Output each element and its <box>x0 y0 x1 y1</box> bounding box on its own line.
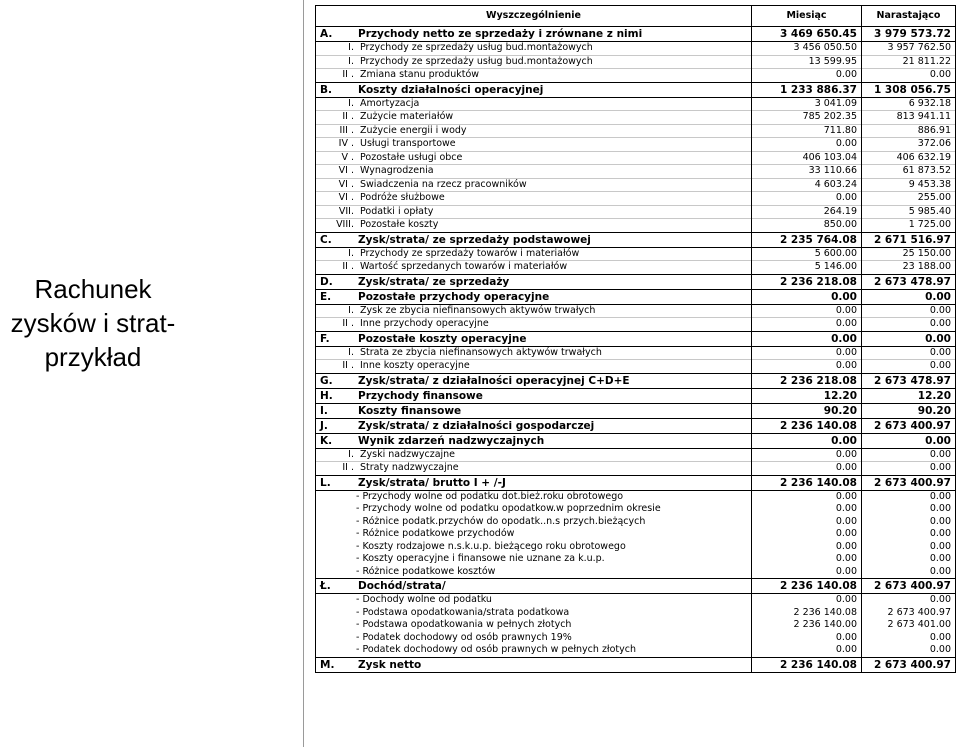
month-value: 0.00 <box>752 433 862 448</box>
cumulative-value: 9 453.38 <box>862 178 956 192</box>
cumulative-value: 0.00 <box>862 553 956 566</box>
row-label-cell <box>316 247 752 261</box>
row-label-cell <box>316 151 752 165</box>
table-row <box>316 42 956 56</box>
section-row <box>316 657 956 672</box>
table-row <box>316 165 956 179</box>
cumulative-value: 0.00 <box>862 644 956 657</box>
income-statement-table <box>315 5 956 673</box>
row-code: II . <box>342 261 354 273</box>
cumulative-value: 12.20 <box>862 388 956 403</box>
cumulative-value: 6 932.18 <box>862 97 956 111</box>
cumulative-value: 3 979 573.72 <box>862 27 956 42</box>
cumulative-value: 0.00 <box>862 566 956 579</box>
cumulative-value: 0.00 <box>862 331 956 346</box>
cumulative-value: 0.00 <box>862 632 956 645</box>
month-value: 0.00 <box>752 632 862 645</box>
row-label: Pozostałe usługi obce <box>360 151 463 163</box>
row-code: H. <box>320 389 333 402</box>
row-code: V . <box>341 151 354 163</box>
row-label-cell <box>316 111 752 125</box>
row-label: Zmiana stanu produktów <box>360 69 480 81</box>
row-label-cell <box>316 69 752 83</box>
row-label: Zysk netto <box>358 658 422 671</box>
table-row <box>316 318 956 332</box>
row-code: M. <box>320 658 335 671</box>
row-label: Zużycie energii i wody <box>360 124 467 136</box>
month-value: 0.00 <box>752 553 862 566</box>
row-code: A. <box>320 28 333 40</box>
month-value: 3 469 650.45 <box>752 27 862 42</box>
section-row <box>316 388 956 403</box>
row-label: Pozostałe przychody operacyjne <box>358 290 550 303</box>
row-label-cell <box>316 373 752 388</box>
row-label: Pozostałe koszty <box>360 219 439 231</box>
row-code: I. <box>348 448 354 460</box>
table-row <box>316 360 956 374</box>
row-label: Zysk/strata/ ze sprzedaży <box>358 275 510 288</box>
month-value: 33 110.66 <box>752 165 862 179</box>
table-row <box>316 55 956 69</box>
month-value: 2 236 140.08 <box>752 607 862 620</box>
row-label: Wynik zdarzeń nadzwyczajnych <box>358 434 545 447</box>
row-code: II . <box>342 318 354 330</box>
table-row <box>316 111 956 125</box>
row-code: I. <box>348 346 354 358</box>
cumulative-value: 813 941.11 <box>862 111 956 125</box>
cumulative-value: 2 673 400.97 <box>862 475 956 490</box>
row-label: Zyski nadzwyczajne <box>360 448 456 460</box>
row-label: Podróże służbowe <box>360 192 445 204</box>
row-label-cell <box>316 165 752 179</box>
row-label-cell <box>316 82 752 97</box>
row-label-cell <box>316 632 752 645</box>
month-value: 0.00 <box>752 462 862 476</box>
month-value: 850.00 <box>752 219 862 233</box>
row-label: Koszty finansowe <box>358 404 462 417</box>
table-row <box>316 205 956 219</box>
row-code: I. <box>320 404 328 417</box>
row-label-cell <box>316 607 752 620</box>
row-label: - Różnice podatkowe przychodów <box>356 528 515 540</box>
cumulative-value: 2 673 478.97 <box>862 274 956 289</box>
table-row <box>316 97 956 111</box>
cumulative-value: 0.00 <box>862 490 956 503</box>
table-row <box>316 541 956 554</box>
cumulative-value: 3 957 762.50 <box>862 42 956 56</box>
row-label: Inne przychody operacyjne <box>360 318 489 330</box>
table-row <box>316 448 956 462</box>
month-value: 4 603.24 <box>752 178 862 192</box>
row-label: - Koszty operacyjne i finansowe nie uznane za k.u.p. <box>356 553 605 565</box>
section-row <box>316 274 956 289</box>
row-label: Przychody ze sprzedaży usług bud.montażowych <box>360 42 593 54</box>
row-code: VI . <box>338 178 354 190</box>
row-label: Przychody finansowe <box>358 389 483 402</box>
table-row <box>316 346 956 360</box>
row-code: G. <box>320 374 333 387</box>
row-label-cell <box>316 346 752 360</box>
row-label-cell <box>316 232 752 247</box>
month-value: 90.20 <box>752 403 862 418</box>
month-value: 0.00 <box>752 448 862 462</box>
row-label-cell <box>316 490 752 503</box>
month-value: 3 456 050.50 <box>752 42 862 56</box>
cumulative-value: 21 811.22 <box>862 55 956 69</box>
row-label-cell <box>316 55 752 69</box>
month-value: 5 146.00 <box>752 261 862 275</box>
month-value: 0.00 <box>752 331 862 346</box>
cumulative-value: 372.06 <box>862 138 956 152</box>
row-code: IV . <box>338 138 354 150</box>
row-label: Przychody ze sprzedaży towarów i materiałów <box>360 247 580 259</box>
month-value: 13 599.95 <box>752 55 862 69</box>
row-label-cell <box>316 528 752 541</box>
month-value: 2 236 140.08 <box>752 475 862 490</box>
row-code: I. <box>348 247 354 259</box>
row-label: Straty nadzwyczajne <box>360 462 459 474</box>
cumulative-value: 23 188.00 <box>862 261 956 275</box>
month-value: 785 202.35 <box>752 111 862 125</box>
row-label: - Przychody wolne od podatku opodatkow.w poprzednim okresie <box>356 503 661 515</box>
section-row <box>316 475 956 490</box>
row-label-cell <box>316 644 752 657</box>
row-code: K. <box>320 434 333 447</box>
row-label-cell <box>316 403 752 418</box>
cumulative-value: 406 632.19 <box>862 151 956 165</box>
table-row <box>316 69 956 83</box>
header-cumulative: Narastająco <box>862 6 956 27</box>
row-label: Amortyzacja <box>360 97 420 109</box>
month-value: 0.00 <box>752 490 862 503</box>
row-label-cell <box>316 594 752 607</box>
month-value: 0.00 <box>752 541 862 554</box>
row-code: II . <box>342 360 354 372</box>
cumulative-value: 2 671 516.97 <box>862 232 956 247</box>
table-row <box>316 247 956 261</box>
month-value: 0.00 <box>752 346 862 360</box>
table-row <box>316 553 956 566</box>
cumulative-value: 0.00 <box>862 594 956 607</box>
table-row <box>316 151 956 165</box>
table-header-row <box>316 6 956 27</box>
row-label-cell <box>316 579 752 594</box>
cumulative-value: 2 673 401.00 <box>862 619 956 632</box>
row-label: Zysk/strata/ z działalności operacyjnej C+D+E <box>358 374 630 387</box>
section-row <box>316 403 956 418</box>
table-row <box>316 632 956 645</box>
row-label: - Różnice podatkowe kosztów <box>356 565 496 577</box>
row-label: Zysk/strata/ brutto I + /-J <box>358 476 506 489</box>
row-label-cell <box>316 619 752 632</box>
row-label: Podatki i opłaty <box>360 205 434 217</box>
month-value: 5 600.00 <box>752 247 862 261</box>
row-label: Wynagrodzenia <box>360 165 434 177</box>
table-row <box>316 304 956 318</box>
header-month: Miesiąc <box>752 6 862 27</box>
row-code: E. <box>320 290 332 303</box>
row-label-cell <box>316 360 752 374</box>
cumulative-value: 1 725.00 <box>862 219 956 233</box>
section-row <box>316 579 956 594</box>
row-label-cell <box>316 261 752 275</box>
row-label-cell <box>316 289 752 304</box>
row-label-cell <box>316 219 752 233</box>
cumulative-value: 1 308 056.75 <box>862 82 956 97</box>
month-value: 0.00 <box>752 516 862 529</box>
row-label-cell <box>316 205 752 219</box>
row-code: F. <box>320 332 330 345</box>
cumulative-value: 255.00 <box>862 192 956 206</box>
row-label: Koszty działalności operacyjnej <box>358 83 544 96</box>
month-value: 2 236 140.08 <box>752 657 862 672</box>
row-label-cell <box>316 541 752 554</box>
cumulative-value: 886.91 <box>862 124 956 138</box>
cumulative-value: 2 673 400.97 <box>862 579 956 594</box>
month-value: 2 236 140.08 <box>752 418 862 433</box>
row-label-cell <box>316 178 752 192</box>
cumulative-value: 2 673 400.97 <box>862 607 956 620</box>
row-label: Zużycie materiałów <box>360 111 454 123</box>
cumulative-value: 0.00 <box>862 304 956 318</box>
row-code: L. <box>320 476 331 489</box>
row-code: I. <box>348 55 354 67</box>
month-value: 406 103.04 <box>752 151 862 165</box>
section-row <box>316 433 956 448</box>
month-value: 711.80 <box>752 124 862 138</box>
row-label: - Różnice podatk.przychów do opodatk..n.s przych.bieżących <box>356 515 646 527</box>
month-value: 0.00 <box>752 644 862 657</box>
cumulative-value: 90.20 <box>862 403 956 418</box>
row-code: VII. <box>338 205 354 217</box>
row-label-cell <box>316 27 752 42</box>
row-code: III . <box>339 124 354 136</box>
row-label: Pozostałe koszty operacyjne <box>358 332 527 345</box>
row-code: II . <box>342 69 354 81</box>
cumulative-value: 0.00 <box>862 360 956 374</box>
month-value: 0.00 <box>752 138 862 152</box>
table-row <box>316 124 956 138</box>
cumulative-value: 0.00 <box>862 346 956 360</box>
row-label-cell <box>316 304 752 318</box>
row-label: Zysk/strata/ z działalności gospodarczej <box>358 419 595 432</box>
row-label: - Podatek dochodowy od osób prawnych 19% <box>356 631 572 643</box>
row-code: VI . <box>338 192 354 204</box>
row-label-cell <box>316 462 752 476</box>
table-row <box>316 462 956 476</box>
table-row <box>316 261 956 275</box>
row-label: Przychody ze sprzedaży usług bud.montażowych <box>360 55 593 67</box>
row-code: VI . <box>338 165 354 177</box>
table-row <box>316 219 956 233</box>
row-label: Dochód/strata/ <box>358 580 446 592</box>
month-value: 0.00 <box>752 318 862 332</box>
row-label-cell <box>316 318 752 332</box>
row-label: - Podstawa opodatkowania w pełnych złotych <box>356 619 572 631</box>
row-label: Strata ze zbycia niefinansowych aktywów trwałych <box>360 346 602 358</box>
row-label-cell <box>316 192 752 206</box>
cumulative-value: 0.00 <box>862 503 956 516</box>
month-value: 2 235 764.08 <box>752 232 862 247</box>
row-label-cell <box>316 138 752 152</box>
cumulative-value: 0.00 <box>862 448 956 462</box>
row-label: Wartość sprzedanych towarów i materiałów <box>360 261 568 273</box>
row-code: Ł. <box>320 580 331 592</box>
table-row <box>316 619 956 632</box>
month-value: 0.00 <box>752 566 862 579</box>
cumulative-value: 2 673 400.97 <box>862 418 956 433</box>
row-code: I. <box>348 97 354 109</box>
cumulative-value: 61 873.52 <box>862 165 956 179</box>
row-label-cell <box>316 553 752 566</box>
section-row <box>316 82 956 97</box>
month-value: 0.00 <box>752 69 862 83</box>
cumulative-value: 0.00 <box>862 528 956 541</box>
row-label-cell <box>316 274 752 289</box>
month-value: 0.00 <box>752 594 862 607</box>
month-value: 0.00 <box>752 289 862 304</box>
section-row <box>316 331 956 346</box>
table-row <box>316 192 956 206</box>
row-code: B. <box>320 83 332 96</box>
month-value: 2 236 218.08 <box>752 373 862 388</box>
row-label-cell <box>316 388 752 403</box>
row-code: I. <box>348 42 354 54</box>
section-row <box>316 373 956 388</box>
row-code: D. <box>320 275 333 288</box>
month-value: 0.00 <box>752 528 862 541</box>
row-label-cell <box>316 42 752 56</box>
cumulative-value: 0.00 <box>862 433 956 448</box>
slide-title-line-3: przykład <box>44 342 142 372</box>
row-label-cell <box>316 433 752 448</box>
row-label-cell <box>316 448 752 462</box>
row-code: J. <box>320 419 328 432</box>
month-value: 12.20 <box>752 388 862 403</box>
row-code: VIII. <box>336 219 354 231</box>
row-code: C. <box>320 233 332 246</box>
row-label: - Podstawa opodatkowania/strata podatkowa <box>356 606 570 618</box>
row-label: Zysk/strata/ ze sprzedaży podstawowej <box>358 233 591 246</box>
row-label: Inne koszty operacyjne <box>360 360 470 372</box>
header-description: Wyszczególnienie <box>316 6 752 27</box>
section-row <box>316 418 956 433</box>
cumulative-value: 0.00 <box>862 541 956 554</box>
month-value: 0.00 <box>752 360 862 374</box>
table-row <box>316 566 956 579</box>
month-value: 0.00 <box>752 503 862 516</box>
row-label-cell <box>316 331 752 346</box>
cumulative-value: 25 150.00 <box>862 247 956 261</box>
row-label-cell <box>316 503 752 516</box>
row-label-cell <box>316 124 752 138</box>
month-value: 2 236 140.08 <box>752 579 862 594</box>
table-row <box>316 594 956 607</box>
table-row <box>316 528 956 541</box>
month-value: 1 233 886.37 <box>752 82 862 97</box>
month-value: 2 236 140.00 <box>752 619 862 632</box>
row-label: Usługi transportowe <box>360 138 456 150</box>
cumulative-value: 0.00 <box>862 516 956 529</box>
table-row <box>316 607 956 620</box>
cumulative-value: 0.00 <box>862 462 956 476</box>
section-row <box>316 232 956 247</box>
slide-title-line-1: Rachunek <box>34 274 152 304</box>
month-value: 2 236 218.08 <box>752 274 862 289</box>
cumulative-value: 2 673 400.97 <box>862 657 956 672</box>
cumulative-value: 0.00 <box>862 69 956 83</box>
row-code: II . <box>342 111 354 123</box>
row-label: - Przychody wolne od podatku dot.bież.roku obrotowego <box>356 490 624 502</box>
month-value: 0.00 <box>752 192 862 206</box>
cumulative-value: 2 673 478.97 <box>862 373 956 388</box>
row-label: - Dochody wolne od podatku <box>356 594 492 606</box>
month-value: 3 041.09 <box>752 97 862 111</box>
section-row <box>316 289 956 304</box>
row-code: I. <box>348 304 354 316</box>
section-row <box>316 27 956 42</box>
table-row <box>316 516 956 529</box>
row-label-cell <box>316 566 752 579</box>
income-statement-sheet <box>304 0 960 747</box>
row-label: - Koszty rodzajowe n.s.k.u.p. bieżącego roku obrotowego <box>356 540 626 552</box>
table-row <box>316 178 956 192</box>
row-label-cell <box>316 657 752 672</box>
month-value: 264.19 <box>752 205 862 219</box>
row-code: II . <box>342 462 354 474</box>
row-label-cell <box>316 516 752 529</box>
cumulative-value: 5 985.40 <box>862 205 956 219</box>
cumulative-value: 0.00 <box>862 289 956 304</box>
slide-title-line-2: zysków i strat- <box>10 308 176 338</box>
table-body <box>316 27 956 673</box>
table-row <box>316 644 956 657</box>
row-label: - Podatek dochodowy od osób prawnych w pełnych złotych <box>356 644 637 656</box>
row-label: Świadczenia na rzecz pracowników <box>360 178 527 190</box>
row-label-cell <box>316 97 752 111</box>
row-label-cell <box>316 475 752 490</box>
table-row <box>316 490 956 503</box>
row-label: Zysk ze zbycia niefinansowych aktywów trwałych <box>360 304 596 316</box>
month-value: 0.00 <box>752 304 862 318</box>
cumulative-value: 0.00 <box>862 318 956 332</box>
row-label-cell <box>316 418 752 433</box>
table-row <box>316 503 956 516</box>
table-row <box>316 138 956 152</box>
row-label: Przychody netto ze sprzedaży i zrównane z nimi <box>358 28 643 40</box>
slide-title <box>0 272 186 374</box>
